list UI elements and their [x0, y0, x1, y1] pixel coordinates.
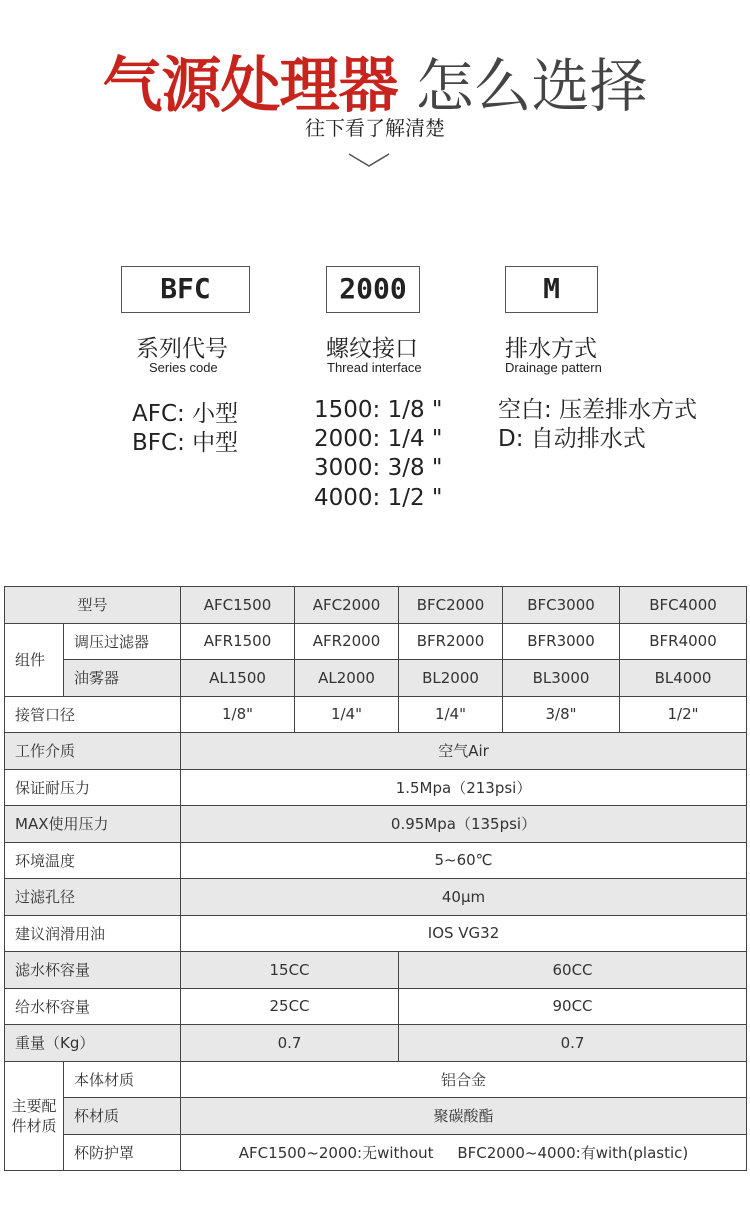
table-cell-label: 杯材质	[64, 1098, 181, 1135]
table-row-medium	[5, 733, 747, 770]
table-cell-label: 重量（Kg）	[5, 1025, 181, 1062]
drain-option: 空白: 压差排水方式	[498, 397, 698, 423]
table-cell-label: 滤水杯容量	[5, 952, 181, 989]
drain-option: D: 自动排水式	[498, 426, 646, 452]
table-cell: BFC3000	[503, 587, 620, 624]
table-row-weight	[5, 1025, 747, 1062]
drain-code-box: M	[505, 266, 598, 313]
table-cell-label: 调压过滤器	[64, 623, 181, 660]
table-row-regulator	[5, 623, 747, 660]
table-cell: AFR2000	[295, 623, 399, 660]
table-row-cup	[5, 1098, 747, 1135]
table-cell: AFC2000	[295, 587, 399, 624]
table-cell: BFC4000	[620, 587, 747, 624]
table-cell: BFR4000	[620, 623, 747, 660]
table-cell: 1.5Mpa（213psi）	[181, 769, 747, 806]
table-cell-label: 过滤孔径	[5, 879, 181, 916]
table-row-port	[5, 696, 747, 733]
table-row-guard	[5, 1134, 747, 1171]
title-rest: 怎么选择	[415, 52, 648, 120]
thread-label-en: Thread interface	[327, 360, 422, 375]
thread-label: 螺纹接口	[326, 336, 418, 362]
table-cell: 0.95Mpa（135psi）	[181, 806, 747, 843]
table-cell: AL2000	[295, 660, 399, 697]
table-cell: BL2000	[399, 660, 503, 697]
thread-option: 3000: 3/8 "	[314, 455, 443, 481]
table-row-proof	[5, 769, 747, 806]
table-cell: AFR1500	[181, 623, 295, 660]
series-code-box: BFC	[121, 266, 250, 313]
table-cell: 90CC	[399, 988, 747, 1025]
chevron-down-icon	[348, 150, 390, 170]
table-cell: AL1500	[181, 660, 295, 697]
table-cell-label: 保证耐压力	[5, 769, 181, 806]
thread-option: 4000: 1/2 "	[314, 485, 443, 511]
table-cell: IOS VG32	[181, 915, 747, 952]
table-cell-label: MAX使用压力	[5, 806, 181, 843]
table-row-body	[5, 1061, 747, 1098]
table-row-oil	[5, 915, 747, 952]
table-cell-label: 本体材质	[64, 1061, 181, 1098]
series-code-label-en: Series code	[149, 360, 218, 375]
table-cell: 0.7	[399, 1025, 747, 1062]
table-cell-label: 给水杯容量	[5, 988, 181, 1025]
table-cell-label: 建议润滑用油	[5, 915, 181, 952]
thread-option: 1500: 1/8 "	[314, 397, 443, 423]
title-highlight: 气源处理器	[102, 51, 398, 121]
table-cell: 1/2"	[620, 696, 747, 733]
table-cell: 60CC	[399, 952, 747, 989]
table-row-filter	[5, 879, 747, 916]
series-option: AFC: 小型	[132, 401, 239, 427]
table-cell: 15CC	[181, 952, 399, 989]
table-cell: 1/8"	[181, 696, 295, 733]
table-cell: BL4000	[620, 660, 747, 697]
page-subtitle: 往下看了解清楚	[305, 116, 445, 140]
table-cell: BFC2000	[399, 587, 503, 624]
table-row-lubricator	[5, 660, 747, 697]
table-row-model	[5, 587, 747, 624]
table-row-filter-cup	[5, 952, 747, 989]
table-row-max	[5, 806, 747, 843]
table-cell: BFR2000	[399, 623, 503, 660]
table-cell: 聚碳酸酯	[181, 1098, 747, 1135]
table-cell-label: 杯防护罩	[64, 1134, 181, 1171]
table-cell: 空气Air	[181, 733, 747, 770]
table-cell: 铝合金	[181, 1061, 747, 1098]
drain-label-en: Drainage pattern	[505, 360, 602, 375]
thread-option: 2000: 1/4 "	[314, 426, 443, 452]
table-row-temp	[5, 842, 747, 879]
table-cell: 1/4"	[399, 696, 503, 733]
thread-code-box: 2000	[326, 266, 420, 313]
table-cell: 5~60℃	[181, 842, 747, 879]
table-cell: AFC1500	[181, 587, 295, 624]
table-cell-label: 接管口径	[5, 696, 181, 733]
series-code-label: 系列代号	[136, 336, 228, 362]
table-cell-label: 主要配件材质	[5, 1061, 64, 1171]
table-cell: BL3000	[503, 660, 620, 697]
table-cell-label: 工作介质	[5, 733, 181, 770]
table-cell: 25CC	[181, 988, 399, 1025]
table-cell-label: 型号	[5, 587, 181, 624]
table-cell: 0.7	[181, 1025, 399, 1062]
table-cell: AFC1500~2000:无without BFC2000~4000:有with(plastic)	[181, 1134, 747, 1171]
table-cell: 1/4"	[295, 696, 399, 733]
table-cell-label: 环境温度	[5, 842, 181, 879]
drain-label: 排水方式	[505, 336, 597, 362]
table-cell-label: 油雾器	[64, 660, 181, 697]
table-row-lube-cup	[5, 988, 747, 1025]
series-option: BFC: 中型	[132, 430, 239, 456]
table-cell: 3/8"	[503, 696, 620, 733]
spec-table	[4, 586, 747, 1171]
table-cell: 40μm	[181, 879, 747, 916]
table-cell: BFR3000	[503, 623, 620, 660]
table-cell-label: 组件	[5, 623, 64, 696]
